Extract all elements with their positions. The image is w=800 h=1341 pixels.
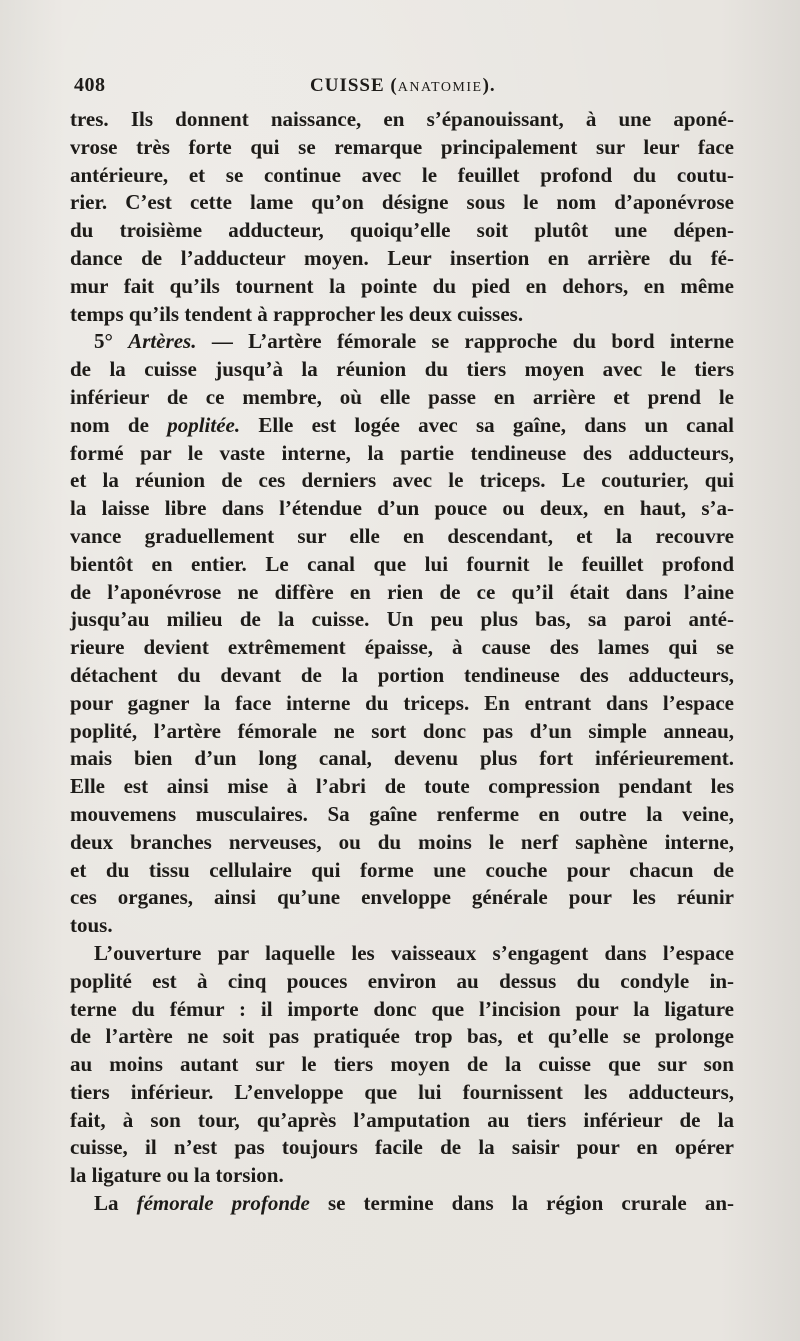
term-femorale-profonde: fémorale profonde bbox=[136, 1191, 310, 1216]
running-head-paren-open: ( bbox=[384, 75, 398, 96]
text-line: deux branches nerveuses, ou du moins le nerf saphène interne, bbox=[70, 829, 734, 854]
text-line: Elle est ainsi mise à l’abri de toute compression pendant les bbox=[70, 774, 734, 799]
text-line: vrose très forte qui se remarque principalement sur leur face bbox=[70, 134, 734, 159]
text-line: fait, à son tour, qu’après l’amputation au tiers inférieur de la bbox=[70, 1107, 734, 1132]
line-rest: Elle est logée avec sa gaîne, dans un canal bbox=[240, 412, 734, 437]
text-line: mouvemens musculaires. Sa gaîne renferme en outre la veine, bbox=[70, 801, 734, 826]
text-line: de l’aponévrose ne diffère en rien de ce qu’il était dans l’aine bbox=[70, 579, 734, 604]
text-line-with-term bbox=[70, 1190, 734, 1218]
text-line: poplité, l’artère fémorale ne sort donc pas d’un simple anneau, bbox=[70, 718, 734, 743]
text-line: poplité est à cinq pouces environ au dessus du condyle in- bbox=[70, 968, 734, 993]
text-line: détachent du devant de la portion tendineuse des adducteurs, bbox=[70, 662, 734, 687]
text-line: vance graduellement sur elle en descendant, et la recouvre bbox=[70, 523, 734, 548]
text-line: inférieur de ce membre, où elle passe en arrière et prend le bbox=[70, 384, 734, 409]
running-head-main: CUISSE bbox=[310, 75, 385, 96]
running-head-sub: ANATOMIE bbox=[397, 80, 483, 95]
text-line: au moins autant sur le tiers moyen de la cuisse que sur son bbox=[70, 1052, 734, 1077]
body-text bbox=[70, 106, 734, 1218]
text-line: cuisse, il n’est pas toujours facile de la saisir pour en opérer bbox=[70, 1135, 734, 1160]
text-line: formé par le vaste interne, la partie tendineuse des adducteurs, bbox=[70, 440, 734, 465]
text-line: de la cuisse jusqu’à la réunion du tiers moyen avec le tiers bbox=[70, 357, 734, 382]
text-line-with-term bbox=[70, 412, 734, 440]
section-number: 5° bbox=[94, 329, 129, 354]
text-line: et la réunion de ces derniers avec le triceps. Le couturier, qui bbox=[70, 468, 734, 493]
text-line: la ligature ou la torsion. bbox=[70, 1163, 284, 1188]
page-header bbox=[70, 70, 734, 100]
text-line: rier. C’est cette lame qu’on désigne sous le nom d’aponévrose bbox=[70, 190, 734, 215]
text-line: de l’artère ne soit pas pratiquée trop bas, et qu’elle se prolonge bbox=[70, 1024, 734, 1049]
text-line: tiers inférieur. L’enveloppe que lui fournissent les adducteurs, bbox=[70, 1079, 734, 1104]
term-poplitee: poplitée. bbox=[167, 412, 241, 437]
running-head bbox=[310, 75, 496, 97]
text-line: pour gagner la face interne du triceps. En entrant dans l’espace bbox=[70, 690, 734, 715]
text-line: mais bien d’un long canal, devenu plus fort inférieurement. bbox=[70, 746, 734, 771]
line-prefix: La bbox=[94, 1191, 137, 1216]
line-prefix: nom de bbox=[70, 412, 168, 437]
text-line: terne du fémur : il importe donc que l’incision pour la ligature bbox=[70, 996, 734, 1021]
text-line: ces organes, ainsi qu’une enveloppe générale pour les réunir bbox=[70, 885, 734, 910]
text-line: et du tissu cellulaire qui forme une couche pour chacun de bbox=[70, 857, 734, 882]
text-line: mur fait qu’ils tournent la pointe du pied en dehors, en même bbox=[70, 273, 734, 298]
text-line: tres. Ils donnent naissance, en s’épanouissant, à une aponé- bbox=[70, 107, 734, 131]
text-line: rieure devient extrêmement épaisse, à cause des lames qui se bbox=[70, 635, 734, 660]
line-rest: se termine dans la région crurale an- bbox=[309, 1191, 734, 1216]
running-head-paren-close: ). bbox=[482, 75, 496, 96]
section-text: — L’artère fémorale se rapproche du bord interne bbox=[196, 329, 734, 354]
text-line: du troisième adducteur, quoiqu’elle soit plutôt une dépen- bbox=[70, 218, 734, 243]
section-title: Artères. bbox=[128, 329, 197, 354]
text-line: jusqu’au milieu de la cuisse. Un peu plus bas, sa paroi anté- bbox=[70, 607, 734, 632]
text-line: L’ouverture par laquelle les vaisseaux s’engagent dans l’espace bbox=[94, 940, 734, 965]
text-line: tous. bbox=[70, 913, 113, 938]
section-heading-line bbox=[70, 328, 734, 356]
page-number: 408 bbox=[74, 74, 106, 96]
text-line: la laisse libre dans l’étendue d’un pouce ou deux, en haut, s’a- bbox=[70, 496, 734, 521]
text-line: bientôt en entier. Le canal que lui fournit le feuillet profond bbox=[70, 551, 734, 576]
text-line: antérieure, et se continue avec le feuillet profond du coutu- bbox=[70, 162, 734, 187]
text-line: dance de l’adducteur moyen. Leur insertion en arrière du fé- bbox=[70, 245, 734, 270]
text-line: temps qu’ils tendent à rapprocher les deux cuisses. bbox=[70, 301, 524, 326]
